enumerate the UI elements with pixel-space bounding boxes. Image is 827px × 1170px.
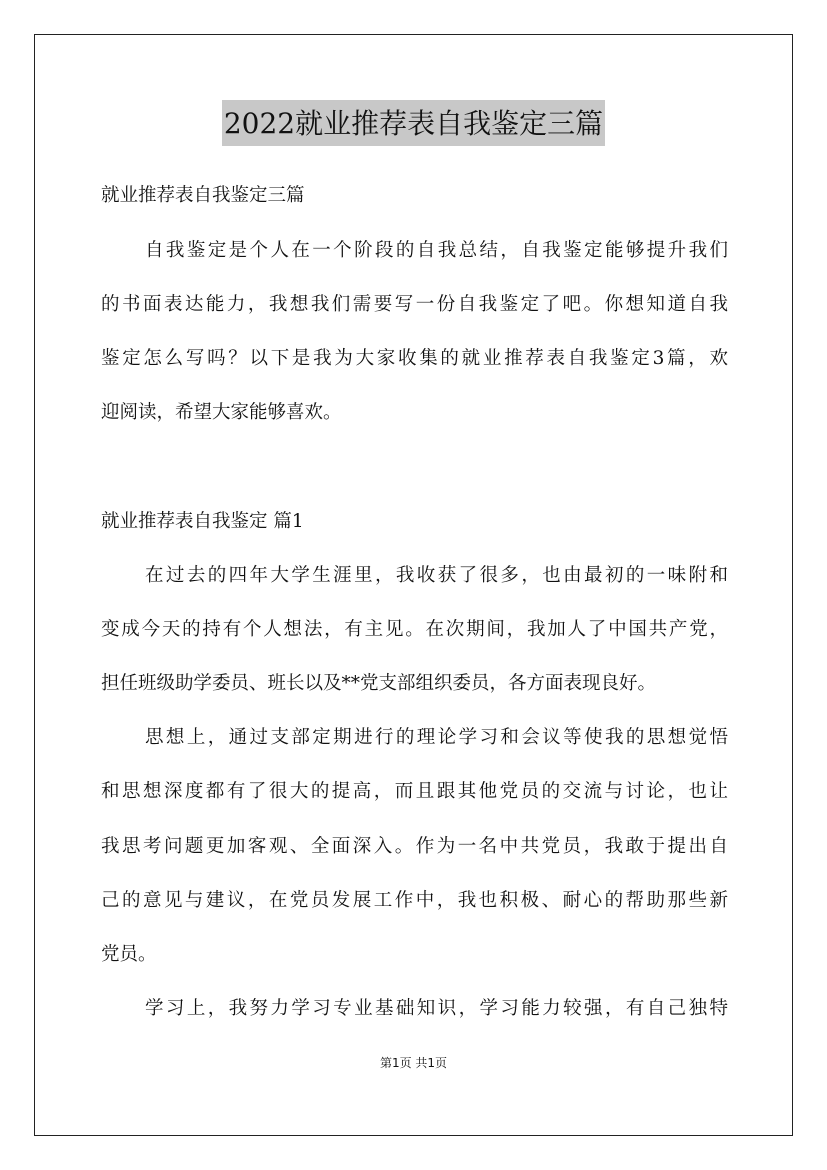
paragraph-line: 在过去的四年大学生涯里，我收获了很多，也由最初的一味附和 [145,565,728,586]
paragraph-line: 和思想深度都有了很大的提高，而且跟其他党员的交流与讨论，也让 [101,781,728,802]
paragraph-line: 己的意见与建议，在党员发展工作中，我也积极、耐心的帮助那些新 [101,890,728,911]
intro-line: 鉴定怎么写吗？以下是我为大家收集的就业推荐表自我鉴定3篇，欢 [101,348,728,369]
paragraph-line: 学习上，我努力学习专业基础知识，学习能力较强，有自己独特 [145,998,728,1019]
paragraph-line: 思想上，通过支部定期进行的理论学习和会议等使我的思想觉悟 [145,727,728,748]
paragraph-line: 担任班级助学委员、班长以及**党支部组织委员，各方面表现良好。 [101,673,657,694]
document-subtitle: 就业推荐表自我鉴定三篇 [101,185,305,206]
page-footer: 第1页 共1页 [379,1056,448,1070]
section-heading: 就业推荐表自我鉴定 篇1 [101,511,304,532]
document-title: 2022就业推荐表自我鉴定三篇 [222,100,605,146]
intro-line: 迎阅读，希望大家能够喜欢。 [101,402,342,423]
intro-line: 的书面表达能力，我想我们需要写一份自我鉴定了吧。你想知道自我 [101,294,728,315]
document-title-wrap [0,100,827,146]
paragraph-line: 变成今天的持有个人想法，有主见。在次期间，我加人了中国共产党， [101,619,728,640]
paragraph-line: 我思考问题更加客观、全面深入。作为一名中共党员，我敢于提出自 [101,836,728,857]
intro-line: 自我鉴定是个人在一个阶段的自我总结，自我鉴定能够提升我们 [145,240,728,261]
paragraph-line: 党员。 [101,944,157,965]
